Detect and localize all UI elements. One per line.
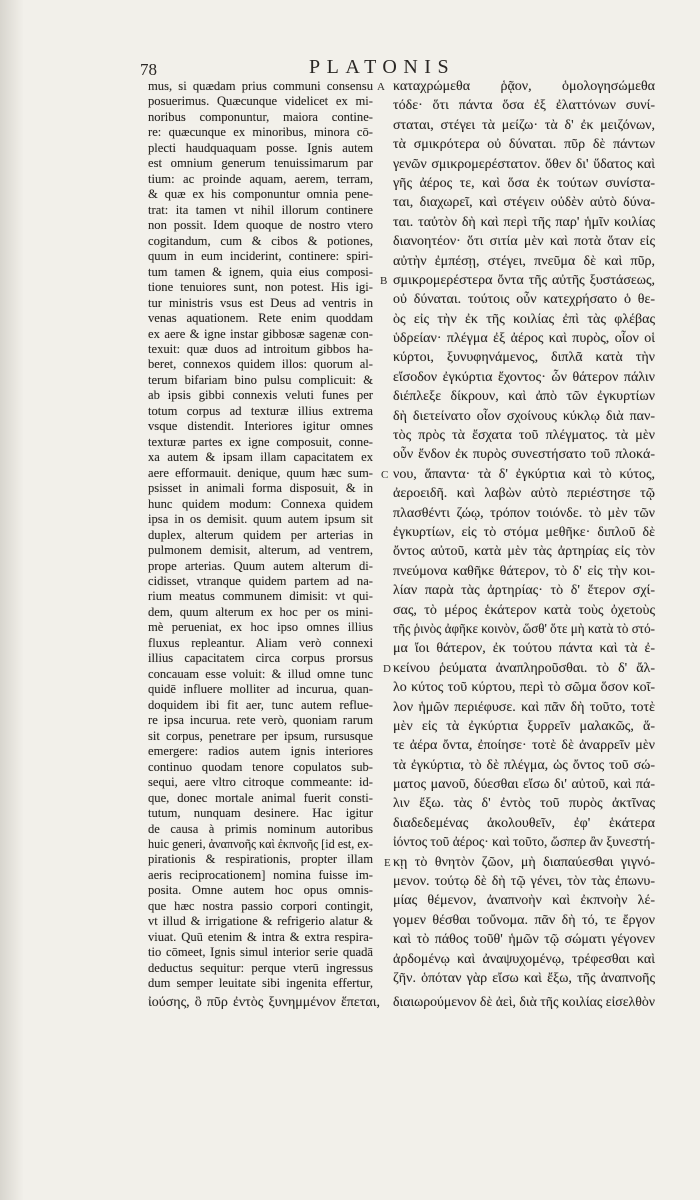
latin-line: noribus componuntur, maiora contine- xyxy=(148,109,373,124)
latin-line: tium: ac proinde aquam, aerem, terram, xyxy=(148,171,373,186)
latin-line: continuo quodam tenore copulatos sub- xyxy=(148,759,373,774)
greek-line: μίας θέμενον, ἀναπνοὴν καὶ ἐκπνοὴν λέ- xyxy=(393,893,655,909)
latin-line: texuit: quæ duos ad introitum gibbos ha- xyxy=(148,341,373,356)
latin-line: cogitandum, cum & cibos & potiones, xyxy=(148,233,373,248)
greek-line: κείνου ῥεύματα ἀναπληροῦσθαι. τὸ δ' ἄλ- xyxy=(393,660,655,676)
greek-line: καὶ τὸ πάθος τοῦθ' ἡμῶν τῷ σώματι γέγονεν xyxy=(393,932,655,948)
latin-line: hunc quidem modum: Connexa quidem xyxy=(148,496,373,511)
greek-line: κῃ τὸ θνητὸν ζῶον, μὴ διαπαύεσθαι γιγνό- xyxy=(393,854,655,870)
latin-line: quum in eum inciderint, continere: spiri- xyxy=(148,249,373,264)
latin-line: que, donec mortale animal fuerit consti- xyxy=(148,790,373,805)
greek-line: λιν ἔξω. τὰς δ' ἐντὸς τοῦ πυρὸς ἀκτῖνας xyxy=(393,796,655,812)
latin-line: rium meatus communem dimisit: vt qui- xyxy=(148,589,373,604)
latin-line: ipsa in os demisit. quum autem ipsum sit xyxy=(148,512,373,527)
latin-line: illius capacitatem circa corpus prorsus xyxy=(148,651,373,666)
latin-line: trat: ita tamen vt nihil illorum continere xyxy=(148,202,373,217)
greek-line: ὑδρείαν· πλέγμα ἐξ ἀέρος καὶ πυρὸς, οἷον οἱ xyxy=(393,331,655,347)
latin-line: plecti haudquaquam posse. Ignis autem xyxy=(148,140,373,155)
latin-line: re ipsa incurua. rete verò, quoniam rarum xyxy=(148,713,373,728)
latin-line: fluxus repleantur. Aliam verò connexi xyxy=(148,635,373,650)
latin-line: venas aquationem. Rete enim quoddam xyxy=(148,311,373,326)
latin-line: sequi, aere vltro citroque commeante: id- xyxy=(148,775,373,790)
greek-line: ζῆν. ὁπόταν γὰρ εἴσω καὶ ἔξω, τῆς ἀναπνοῆς xyxy=(393,970,655,986)
latin-line: totum corpus ad texturæ illius extrema xyxy=(148,403,373,418)
latin-line: que hæc nostra passio corpori contingit, xyxy=(148,898,373,913)
greek-line: μα ἴοι θάτερον, ἐκ τούτου πάντα καὶ τὰ ἐ- xyxy=(393,641,655,657)
greek-line: τὰ ἐγκύρτια, τὸ δὲ πλέγμα, ὡς ὄντος τοῦ σώ- xyxy=(393,757,655,773)
latin-line: mus, si quædam prius communi consensu xyxy=(148,79,373,93)
greek-column xyxy=(393,77,655,988)
latin-line: xa autem & ipsam illam capacitatem ex xyxy=(148,450,373,465)
latin-line: re: quæcunque ex minoribus, minora cō- xyxy=(148,125,373,140)
greek-line: μὲν εἰς τὰ ἐγκύρτια ξυρρεῖν μαλακῶς, ἅ- xyxy=(393,718,655,734)
latin-line: deductus sequitur: perque vterū ingressus xyxy=(148,960,373,975)
latin-line: doquidem ibi fit aer, tunc autem reflue- xyxy=(148,697,373,712)
latin-line: duplex, alterum quidem per arterias in xyxy=(148,527,373,542)
latin-line: tio cōmeet, Ignis simul interior serie quadā xyxy=(148,945,373,960)
latin-line: huic generi, ἀναπνοῆς καὶ ἐκπνοῆς [id est, ex- xyxy=(148,836,373,851)
latin-line: & quæ ex his componuntur omnia pene- xyxy=(148,187,373,202)
greek-line: νου, ἅπαντα· τὰ δ' ἐγκύρτια καὶ τὸ κύτος, xyxy=(393,466,655,482)
greek-line: καταχρώμεθα ῥᾷον, ὁμολογησώμεθα xyxy=(393,79,655,94)
latin-line: texturæ partes ex igne composuit, conne- xyxy=(148,434,373,449)
section-marker-d: D xyxy=(383,663,391,675)
latin-line: dum semper leuitate sibi ingenita effertur, xyxy=(148,976,373,991)
latin-line: posuerimus. Quæcunque videlicet ex mi- xyxy=(148,94,373,109)
latin-line: concauam esse voluit: & illud omne tunc xyxy=(148,666,373,681)
latin-line: vt illud & irrigatione & refrigerio alatur & xyxy=(148,914,373,929)
greek-line: πλασθέντι ζώῳ, τρόπον τοιόνδε. τὸ μὲν τῶν xyxy=(393,505,655,521)
latin-line: aeris reciprocationem] nomina fuisse im- xyxy=(148,867,373,882)
latin-line: pirationis & respirationis, propter illam xyxy=(148,852,373,867)
greek-line: διέπλεξε δίκρουν, καὶ ἀπὸ τῶν ἐγκυρτίων xyxy=(393,389,655,405)
greek-line: τόδε· ὅτι πάντα ὅσα ἐξ ἐλαττόνων συνί- xyxy=(393,98,655,114)
latin-line: psisset in animali forma disposuit, & in xyxy=(148,481,373,496)
latin-line: est omnium generum tenuissimarum par xyxy=(148,156,373,171)
latin-line: prope arterias. Quum autem alterum di- xyxy=(148,558,373,573)
greek-line: δὴ διετείνατο οἷον σχοίνους κύκλῳ διὰ παν- xyxy=(393,408,655,424)
latin-line: tum tamen & ignem, quia eius composi- xyxy=(148,264,373,279)
greek-line: διανοητέον· ὅτι σιτία μὲν καὶ ποτὰ ὅταν εἰς xyxy=(393,234,655,250)
latin-line: mè perueniat, ex hoc ipso omnes illius xyxy=(148,620,373,635)
latin-line: tur ministris vsus est Deus ad ventris in xyxy=(148,295,373,310)
greek-line: ἀεροειδῆ. καὶ λαβὼν αὐτὸ περιέστησε τῷ xyxy=(393,486,655,502)
closing-line-left: ἰούσης, ὃ πῦρ ἐντὸς ξυνημμένον ἕπεται, xyxy=(148,995,380,1010)
latin-column xyxy=(148,79,373,992)
greek-line: ἐγκυρτίων, εἰς τὸ στόμα μεθῆκε· διπλοῦ δὲ xyxy=(393,524,655,540)
greek-line: αὐτὴν ἐμπέσῃ, στέγει, πνεῦμα δὲ καὶ πῦρ, xyxy=(393,253,655,269)
latin-line: sit corpus, penetrare per ipsum, rursusque xyxy=(148,728,373,743)
greek-line: οὖν ἔνδον ἐκ πυρὸς συνεστήσατο τοῦ πλοκά- xyxy=(393,447,655,463)
latin-line: aere efformauit. denique, quum hæc sum- xyxy=(148,465,373,480)
latin-line: non possit. Idem quoque de nostro vtero xyxy=(148,218,373,233)
closing-line xyxy=(0,993,700,1013)
greek-line: διαδεδεμένας ἀκολουθεῖν, ἐφ' ἑκάτερα xyxy=(393,815,655,831)
section-marker-b: B xyxy=(380,275,388,287)
greek-line: λίαν παρὰ τὰς ἀρτηρίας· τὸ δ' ἕτερον σχί- xyxy=(393,583,655,599)
latin-line: dem, quum alterum ex hoc per os mini- xyxy=(148,604,373,619)
section-marker-a: A xyxy=(377,81,385,93)
latin-line: tutum, nunquam desinere. Hac igitur xyxy=(148,806,373,821)
closing-line-right: διαιωρούμενον δὲ ἀεὶ, διὰ τῆς κοιλίας εἰσελθὸν xyxy=(393,995,655,1010)
greek-line: σμικρομερέστερα ὄντα τῆς αὐτῆς ξυστάσεως, xyxy=(393,272,655,288)
latin-line: beret, connexos quidem illos: quorum al- xyxy=(148,357,373,372)
latin-line: posita. Omne autem hoc opus omnis- xyxy=(148,883,373,898)
greek-line: τὰ σμικρότερα οὐ δύναται. πῦρ δὲ πάντων xyxy=(393,137,655,153)
latin-line: cidisset, vtranque quidem partem ad na- xyxy=(148,574,373,588)
greek-line: οὐ δύναται. τούτοις οὖν κατεχρήσατο ὁ θε- xyxy=(393,292,655,308)
latin-line: terum bifariam bino pulsu complicuit: & xyxy=(148,372,373,387)
greek-line: ἰόντος τοῦ ἀέρος· καὶ τοῦτο, ὥσπερ ἂν ξυνεστή- xyxy=(393,835,655,851)
latin-line: viuat. Quū etenim & intra & extra respira- xyxy=(148,929,373,944)
latin-line: de causa à primis nominum autoribus xyxy=(148,821,373,836)
greek-line: σας, τὸ μέρος ἑκάτερον κατὰ τοὺς ὀχετοὺς xyxy=(393,602,655,618)
greek-line: ἀρδομένῳ καὶ ἀναψυχομένῳ, τρέφεσθαι καὶ xyxy=(393,951,655,967)
greek-line: ται. ταὐτὸν δὴ καὶ περὶ τῆς παρ' ἡμῖν κοιλίας xyxy=(393,214,655,230)
greek-line: γενῶν σμικρομερέστατον. ὅθεν δι' ὕδατος καὶ xyxy=(393,156,655,172)
greek-line: τε ἀέρα ὄντα, ἐποίησε· τοτὲ δὲ ἀναρρεῖν μὲν xyxy=(393,738,655,754)
greek-line: γῆς ἀέρος τε, καὶ ὅσα ἐκ τούτων συνίστα- xyxy=(393,175,655,191)
greek-line: κύρτοι, ξυνυφηνάμενος, διπλᾶ κατὰ τὴν xyxy=(393,350,655,366)
latin-line: ex aere & igne instar gibbosæ sagenæ con- xyxy=(148,326,373,341)
greek-line: ματος μανοῦ, δύεσθαι εἴσω δι' αὐτοῦ, καὶ πά- xyxy=(393,777,655,793)
greek-line: τὸς πρὸς τὰ ἔσχατα τοῦ πλέγματος. τὰ μὲν xyxy=(393,428,655,444)
greek-line: πνεύμονα καθῆκε θάτερον, τὸ δ' εἰς τὴν κοι- xyxy=(393,563,655,579)
greek-line: μενον. τούτῳ δὲ δὴ τῷ γένει, τὸν τὰς ἐπωνυ- xyxy=(393,874,655,890)
greek-line: ὄντος αὐτοῦ, κατὰ μὲν τὰς ἀρτηρίας εἰς τὸν xyxy=(393,544,655,560)
section-marker-e: E xyxy=(384,857,391,869)
latin-line: emergere: radios autem ignis interiores xyxy=(148,744,373,759)
greek-line: γομεν θέσθαι τοὔνομα. πᾶν δὴ τό, τε ἔργον xyxy=(393,912,655,928)
greek-line: τῆς ῥινὸς ἀφῆκε κοινὸν, ὥσθ' ὅτε μὴ κατὰ τὸ στό- xyxy=(393,621,655,637)
section-marker-c: C xyxy=(381,469,389,481)
latin-line: tione tenuiores sunt, non potest. His igi- xyxy=(148,280,373,295)
running-title: PLATONIS xyxy=(309,56,456,78)
latin-line: quidē influere molliter ad incurua, quan- xyxy=(148,682,373,697)
latin-line: ab ipsis gibbi connexis veluti funes per xyxy=(148,388,373,403)
greek-line: εἴσοδον ἐγκύρτια ἔχοντος· ὧν θάτερον πάλιν xyxy=(393,369,655,385)
greek-line: ται, διαχωρεῖ, καὶ στέγειν οὐδὲν αὐτὸ δύνα- xyxy=(393,195,655,211)
latin-line: vsque distendit. Interiores igitur omnes xyxy=(148,419,373,434)
greek-line: λον ἡμῶν περιέφυσε. καὶ πᾶν δὴ τοῦτο, τοτὲ xyxy=(393,699,655,715)
page-number: 78 xyxy=(140,60,157,79)
greek-line: ὸς εἰς τὴν ἐκ τῆς κοιλίας ἐπὶ τὰς φλέβας xyxy=(393,311,655,327)
greek-line: σταται, στέγει τὰ μείζω· τὰ δ' ἐκ μειζόνων, xyxy=(393,117,655,133)
gutter-shadow xyxy=(0,0,24,1200)
latin-line: pulmonem demisit, alterum, ad ventrem, xyxy=(148,543,373,558)
greek-line: λο κύτος τοῦ κύρτου, περὶ τὸ σῶμα ὅσον κοῖ- xyxy=(393,680,655,696)
